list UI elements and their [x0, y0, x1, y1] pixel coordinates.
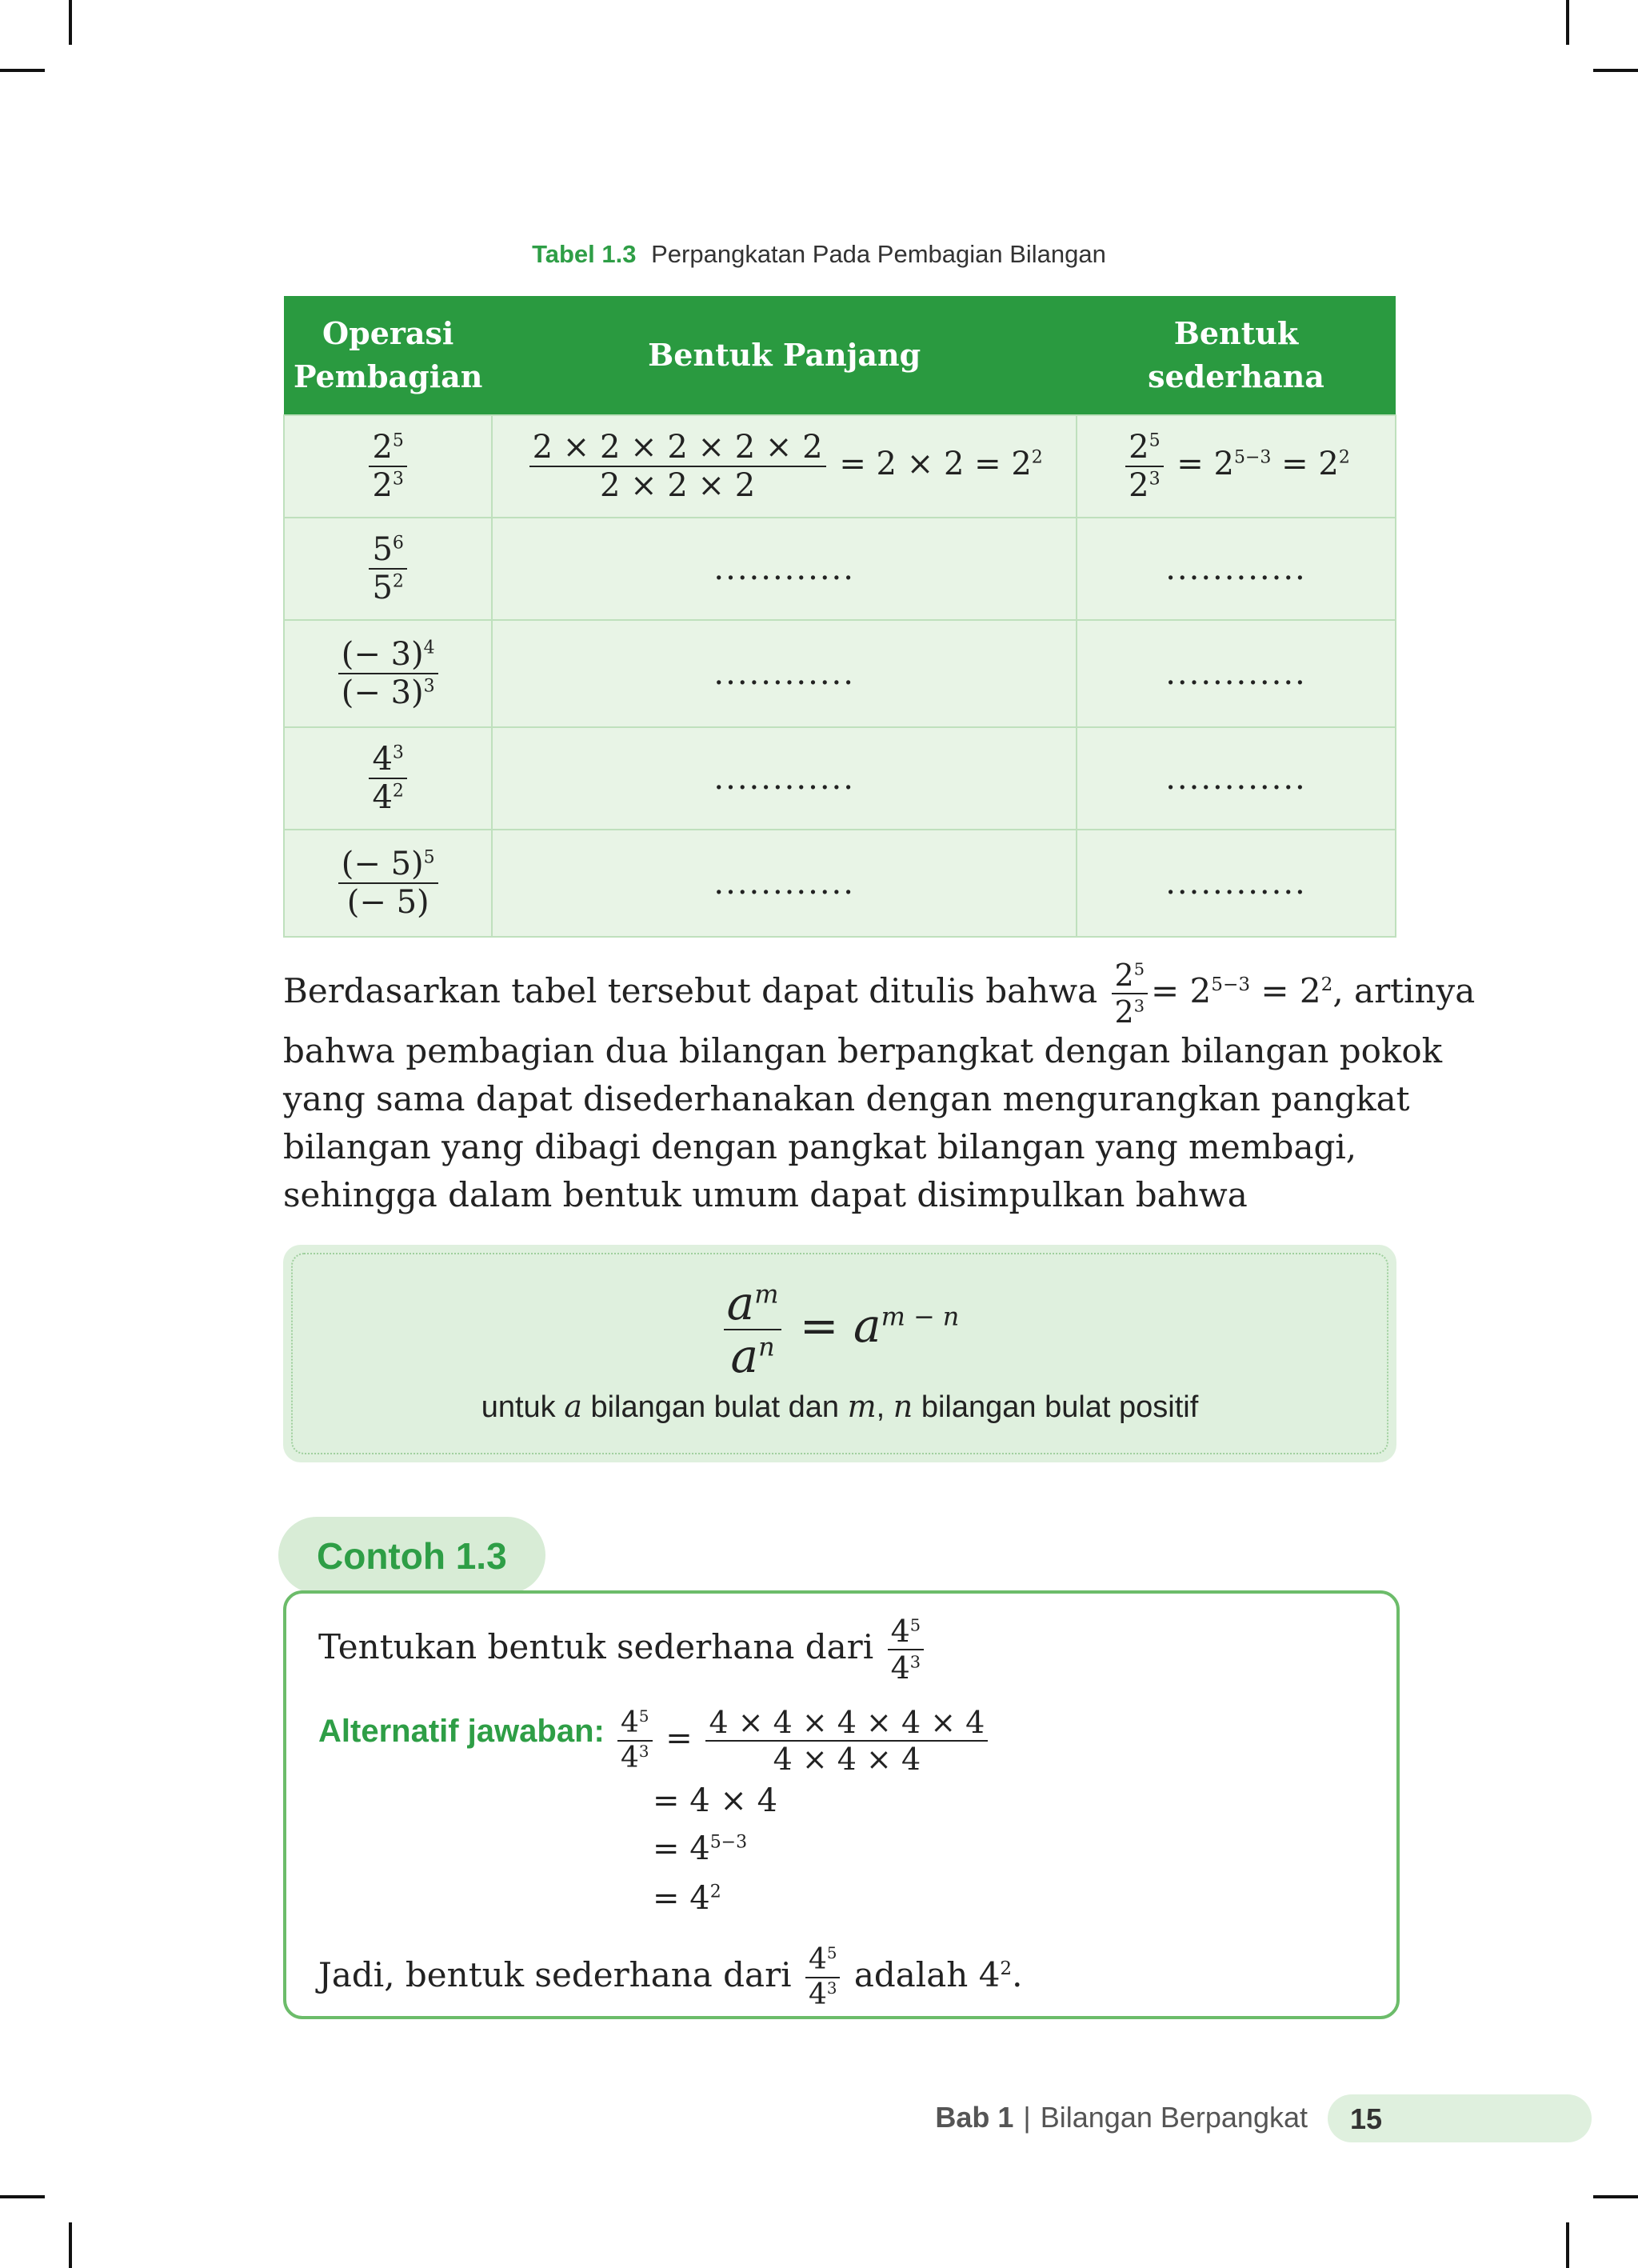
- answer-fraction: $\frac{4^5}{4^3}$: [617, 1709, 653, 1773]
- fraction: $\frac{2^5}{2^3}$: [1125, 431, 1163, 502]
- explanation-paragraph: [283, 958, 1476, 1219]
- answer-long-fraction: $\frac{4 \times 4 \times 4 \times 4 \times 4}{4 \times 4 \times 4}$: [705, 1707, 988, 1774]
- header-bentuk-sederhana: Bentuk sederhana: [1077, 296, 1396, 415]
- example-conclusion: Jadi, bentuk sederhana dari $\frac{4^5}{4^3}$ adalah $4^2$.: [318, 1943, 1023, 2011]
- rule-condition: untuk a bilangan bulat dan m, n bilangan bulat positif: [481, 1389, 1199, 1424]
- table-caption: [0, 240, 1638, 269]
- long-form-blank: ............: [492, 620, 1077, 727]
- long-form-blank: ............: [492, 727, 1077, 830]
- header-operasi: Operasi Pembagian: [284, 296, 492, 415]
- long-form-cell: $\frac{2 \times 2 \times 2 \times 2 \times 2}{2 \times 2 \times 2}$ = $2 \times 2 = 2^2$: [492, 415, 1077, 518]
- caption-text: Perpangkatan Pada Pembagian Bilangan: [651, 240, 1106, 268]
- inline-fraction: $\frac{2^5}{2^3}$: [1112, 960, 1148, 1027]
- crop-mark: [1566, 2222, 1569, 2268]
- long-form-blank: ............: [492, 518, 1077, 620]
- fraction: $\frac{(- 5)^5}{(- 5)}$: [338, 848, 438, 918]
- operation-cell: [284, 727, 492, 830]
- conclusion-fraction: $\frac{4^5}{4^3}$: [805, 1946, 841, 2010]
- paragraph-line: bahwa pembagian dua bilangan berpangkat dengan bilangan pokok: [283, 1031, 1443, 1070]
- long-form-blank: ............: [492, 830, 1077, 937]
- header-bentuk-panjang: Bentuk Panjang: [492, 296, 1077, 415]
- paragraph-line: sehingga dalam bentuk umum dapat disimpulkan bahwa: [283, 1175, 1248, 1214]
- example-title: Contoh 1.3: [317, 1535, 507, 1577]
- fraction: $\frac{(- 3)^4}{(- 3)^3}$: [338, 638, 438, 709]
- rule-fraction: $\frac{a^m}{a^n}$: [724, 1280, 782, 1379]
- operation-cell: [284, 518, 492, 620]
- example-title-tab: [278, 1517, 545, 1594]
- table-row: [284, 415, 1396, 518]
- crop-mark: [1566, 0, 1569, 45]
- answer-label: Alternatif jawaban:: [318, 1714, 605, 1749]
- simple-form-blank: ............: [1077, 830, 1396, 937]
- long-fraction: $\frac{2 \times 2 \times 2 \times 2 \times 2}{2 \times 2 \times 2}$: [529, 431, 826, 502]
- chapter-title: Bilangan Berpangkat: [1040, 2101, 1308, 2134]
- table-row: [284, 830, 1396, 937]
- table-row: [284, 518, 1396, 620]
- caption-label: Tabel 1.3: [532, 240, 637, 268]
- answer-step-4: = $4^2$: [653, 1880, 721, 1917]
- fraction: $\frac{2^5}{2^3}$: [369, 431, 406, 502]
- simple-form-blank: ............: [1077, 620, 1396, 727]
- example-box: [283, 1590, 1400, 2019]
- crop-mark: [1593, 2195, 1638, 2198]
- answer-step-2: = 4 × 4: [653, 1782, 778, 1819]
- answer-step-1: $\frac{4^5}{4^3}$ = $\frac{4 \times 4 \times 4 \times 4 \times 4}{4 \times 4 \times 4}$: [614, 1707, 991, 1774]
- crop-mark: [0, 69, 45, 72]
- crop-mark: [0, 2195, 45, 2198]
- operation-cell: [284, 830, 492, 937]
- table-row: [284, 620, 1396, 727]
- question-fraction: $\frac{4^5}{4^3}$: [888, 1616, 924, 1683]
- paragraph-line: Berdasarkan tabel tersebut dapat ditulis bahwa $\frac{2^5}{2^3}$ = $2^{5-3} = 2^2$, artinya: [283, 958, 1476, 1030]
- paragraph-line: bilangan yang dibagi dengan pangkat bilangan yang membagi,: [283, 1127, 1357, 1166]
- crop-mark: [69, 0, 72, 45]
- fraction: $\frac{5^6}{5^2}$: [369, 534, 406, 604]
- power-division-table: [283, 296, 1396, 938]
- division-rule-formula: $\frac{a^m}{a^n}$ = $a^{m - n}$: [283, 1280, 1396, 1379]
- simple-form-blank: ............: [1077, 518, 1396, 620]
- crop-mark: [1593, 69, 1638, 72]
- operation-cell: [284, 415, 492, 518]
- table-header-row: [284, 296, 1396, 415]
- rule-box: [283, 1245, 1396, 1462]
- running-footer: Bab 1 | Bilangan Berpangkat: [935, 2101, 1308, 2134]
- chapter-label: Bab 1: [935, 2101, 1014, 2134]
- fraction: $\frac{4^3}{4^2}$: [369, 743, 406, 814]
- simple-form-blank: ............: [1077, 727, 1396, 830]
- operation-cell: [284, 620, 492, 727]
- simple-form-cell: $\frac{2^5}{2^3}$ = $2^{5-3} = 2^2$: [1077, 415, 1396, 518]
- crop-mark: [69, 2222, 72, 2268]
- answer-step-3: = $4^{5-3}$: [653, 1830, 748, 1867]
- table-row: [284, 727, 1396, 830]
- page-number: 15: [1350, 2102, 1383, 2135]
- example-question: Tentukan bentuk sederhana dari $\frac{4^5}{4^3}$: [318, 1616, 927, 1683]
- paragraph-line: yang sama dapat disederhanakan dengan mengurangkan pangkat: [283, 1079, 1410, 1118]
